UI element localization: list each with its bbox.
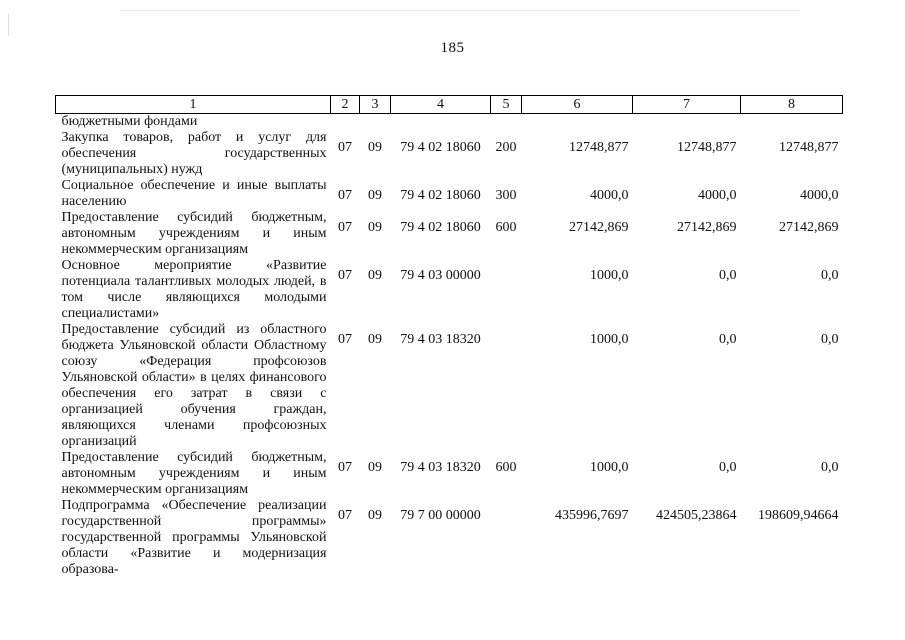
page-number: 185	[440, 40, 465, 56]
row-section: 07	[338, 460, 352, 475]
column-header-3: 3	[360, 96, 391, 114]
scan-mark-top	[120, 10, 800, 11]
column-header-2: 2	[331, 96, 360, 114]
row-expense-type: 300	[495, 188, 517, 203]
row-amount-3: 4000,0	[800, 188, 839, 203]
row-expense-type	[491, 498, 522, 578]
row-name: Подпрограмма «Обеспечение реализации государственной программы» государственной программы Ульяновской области «Развитие и модернизация образова-	[61, 498, 327, 577]
column-header-5: 5	[491, 96, 522, 114]
row-section: 07	[338, 220, 352, 235]
table-row	[56, 210, 843, 258]
scan-mark-left	[8, 14, 9, 36]
row-expense-type: 200	[495, 140, 517, 155]
row-name: Основное мероприятие «Развитие потенциала талантливых молодых людей, в том числе являющихся молодыми специалистами»	[61, 258, 327, 321]
column-header-4: 4	[391, 96, 491, 114]
row-subsection: 09	[368, 188, 382, 203]
row-amount-2: 4000,0	[698, 188, 737, 203]
row-expense-type: 600	[495, 460, 517, 475]
row-amount-1: 27142,869	[569, 220, 629, 235]
row-amount-3: 0,0	[821, 332, 839, 347]
row-name: Закупка товаров, работ и услуг для обеспечения государственных (муниципальных) нужд	[61, 130, 327, 177]
row-name: Социальное обеспечение и иные выплаты населению	[61, 178, 327, 209]
row-section: 07	[338, 332, 352, 347]
budget-table	[55, 95, 843, 578]
table-header-row	[56, 96, 843, 114]
row-amount-2: 424505,23864	[656, 508, 737, 523]
row-amount-3: 198609,94664	[758, 508, 839, 523]
row-subsection: 09	[368, 508, 382, 523]
row-section: 07	[338, 268, 352, 283]
row-amount-3: 0,0	[821, 460, 839, 475]
row-name: Предоставление субсидий бюджетным, автономным учреждениям и иным некоммерческим организациям	[61, 210, 327, 257]
row-target-code: 79 4 02 18060	[400, 188, 481, 203]
column-header-1: 1	[56, 96, 331, 114]
row-subsection: 09	[368, 220, 382, 235]
row-section: 07	[338, 140, 352, 155]
row-expense-type	[491, 114, 522, 131]
row-target-code: 79 4 03 18320	[400, 460, 481, 475]
table-row	[56, 498, 843, 578]
row-section: 07	[338, 188, 352, 203]
column-header-6: 6	[522, 96, 633, 114]
row-subsection	[360, 114, 391, 131]
row-target-code: 79 7 00 00000	[400, 508, 481, 523]
row-expense-type	[491, 322, 522, 450]
row-amount-1: 4000,0	[590, 188, 629, 203]
row-amount-1: 435996,7697	[555, 508, 629, 523]
row-amount-3: 27142,869	[779, 220, 839, 235]
row-name: Предоставление субсидий из областного бюджета Ульяновской области Областному союзу «Федерация профсоюзов Ульяновской области» в целях финансового обеспечения его затрат в связи с организацией обучения граждан, являющихся членами профсоюзных организаций	[61, 322, 327, 449]
row-subsection: 09	[368, 268, 382, 283]
row-name: Предоставление субсидий бюджетным, автономным учреждениям и иным некоммерческим организациям	[61, 450, 327, 497]
row-amount-2: 27142,869	[677, 220, 737, 235]
row-amount-3: 0,0	[821, 268, 839, 283]
row-name: бюджетными фондами	[61, 114, 198, 129]
row-section	[331, 114, 360, 131]
row-amount-2	[633, 114, 741, 131]
row-amount-1	[522, 114, 633, 131]
row-amount-2: 0,0	[719, 460, 737, 475]
table-row	[56, 114, 843, 131]
row-expense-type	[491, 258, 522, 322]
row-amount-2: 0,0	[719, 268, 737, 283]
row-target-code	[391, 114, 491, 131]
row-target-code: 79 4 03 00000	[400, 268, 481, 283]
row-expense-type: 600	[495, 220, 517, 235]
row-subsection: 09	[368, 140, 382, 155]
table-row	[56, 130, 843, 178]
table-row	[56, 178, 843, 210]
row-subsection: 09	[368, 332, 382, 347]
row-amount-1: 1000,0	[590, 332, 629, 347]
row-amount-3: 12748,877	[779, 140, 839, 155]
column-header-8: 8	[741, 96, 843, 114]
row-amount-1: 1000,0	[590, 460, 629, 475]
row-subsection: 09	[368, 460, 382, 475]
row-amount-1: 12748,877	[569, 140, 629, 155]
row-target-code: 79 4 03 18320	[400, 332, 481, 347]
table-row	[56, 450, 843, 498]
table-row	[56, 322, 843, 450]
row-target-code: 79 4 02 18060	[400, 220, 481, 235]
row-amount-2: 12748,877	[677, 140, 737, 155]
row-section: 07	[338, 508, 352, 523]
row-target-code: 79 4 02 18060	[400, 140, 481, 155]
table-row	[56, 258, 843, 322]
column-header-7: 7	[633, 96, 741, 114]
row-amount-2: 0,0	[719, 332, 737, 347]
row-amount-1: 1000,0	[590, 268, 629, 283]
row-amount-3	[741, 114, 843, 131]
